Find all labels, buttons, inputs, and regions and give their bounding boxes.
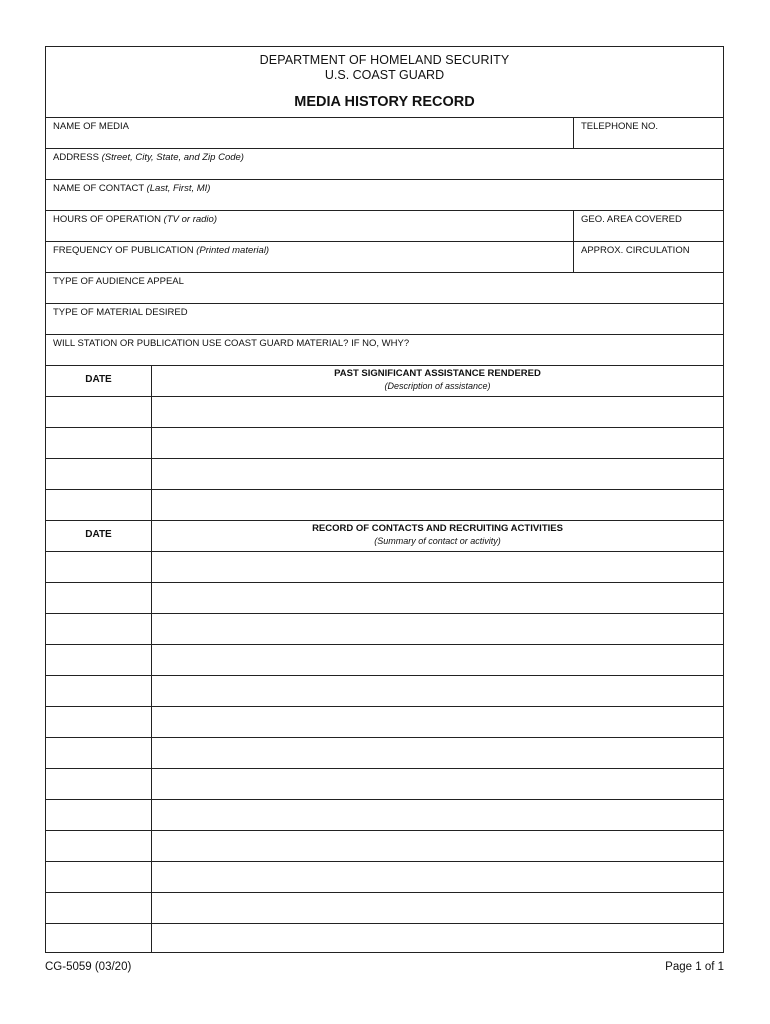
summary-cell[interactable] <box>151 645 723 675</box>
assistance-title-cell <box>151 366 723 396</box>
date-cell[interactable] <box>46 800 151 830</box>
contacts-title-cell <box>151 521 723 551</box>
table-row <box>46 644 723 675</box>
date-cell[interactable] <box>46 893 151 923</box>
row-contact <box>46 179 723 210</box>
description-cell[interactable] <box>151 459 723 489</box>
date-cell[interactable] <box>46 490 151 520</box>
row-frequency <box>46 241 723 272</box>
table-row <box>46 675 723 706</box>
address-field[interactable] <box>46 149 723 179</box>
table-row <box>46 892 723 923</box>
frequency-field[interactable] <box>46 242 573 272</box>
summary-cell[interactable] <box>151 676 723 706</box>
form-number: CG-5059 (03/20) <box>45 961 132 973</box>
date-cell[interactable] <box>46 738 151 768</box>
assistance-title: PAST SIGNIFICANT ASSISTANCE RENDERED <box>334 368 541 379</box>
name-of-media-field[interactable] <box>46 118 573 148</box>
material-field[interactable] <box>46 304 723 334</box>
form-header <box>46 47 723 117</box>
hours-label: HOURS OF OPERATION <box>53 214 162 225</box>
row-will-use <box>46 334 723 365</box>
will-use-field[interactable] <box>46 335 723 365</box>
date-cell[interactable] <box>46 428 151 458</box>
audience-field[interactable] <box>46 273 723 303</box>
geo-area-label: GEO. AREA COVERED <box>581 214 682 225</box>
table-row <box>46 830 723 861</box>
table-row <box>46 613 723 644</box>
summary-cell[interactable] <box>151 707 723 737</box>
summary-cell[interactable] <box>151 552 723 582</box>
summary-cell[interactable] <box>151 738 723 768</box>
form-title: MEDIA HISTORY RECORD <box>294 94 475 110</box>
assistance-table-header <box>46 365 723 396</box>
will-use-label: WILL STATION OR PUBLICATION USE COAST GUARD MATERIAL? IF NO, WHY? <box>53 338 410 349</box>
contact-hint: (Last, First, MI) <box>146 183 211 194</box>
date-cell[interactable] <box>46 552 151 582</box>
summary-cell[interactable] <box>151 583 723 613</box>
media-history-form <box>45 46 724 953</box>
date-cell[interactable] <box>46 645 151 675</box>
material-label: TYPE OF MATERIAL DESIRED <box>53 307 188 318</box>
row-hours <box>46 210 723 241</box>
contacts-title: RECORD OF CONTACTS AND RECRUITING ACTIVITIES <box>312 523 563 534</box>
assistance-date-header: DATE <box>85 374 112 385</box>
table-row <box>46 582 723 613</box>
summary-cell[interactable] <box>151 924 723 953</box>
description-cell[interactable] <box>151 490 723 520</box>
description-cell[interactable] <box>151 397 723 427</box>
circulation-label: APPROX. CIRCULATION <box>581 245 690 256</box>
address-label: ADDRESS <box>53 152 99 163</box>
date-cell[interactable] <box>46 397 151 427</box>
circulation-field[interactable] <box>573 242 723 272</box>
date-cell[interactable] <box>46 707 151 737</box>
hours-field[interactable] <box>46 211 573 241</box>
audience-label: TYPE OF AUDIENCE APPEAL <box>53 276 184 287</box>
summary-cell[interactable] <box>151 769 723 799</box>
date-cell[interactable] <box>46 862 151 892</box>
table-row <box>46 923 723 952</box>
telephone-field[interactable] <box>573 118 723 148</box>
contacts-subtitle: (Summary of contact or activity) <box>374 536 501 546</box>
department-name: DEPARTMENT OF HOMELAND SECURITY <box>259 53 510 67</box>
geo-area-field[interactable] <box>573 211 723 241</box>
table-row <box>46 706 723 737</box>
date-cell[interactable] <box>46 583 151 613</box>
contact-label: NAME OF CONTACT <box>53 183 144 194</box>
frequency-hint: (Printed material) <box>196 245 270 256</box>
table-row <box>46 489 723 520</box>
table-row <box>46 458 723 489</box>
summary-cell[interactable] <box>151 862 723 892</box>
row-audience <box>46 272 723 303</box>
table-row <box>46 768 723 799</box>
date-cell[interactable] <box>46 614 151 644</box>
table-row <box>46 396 723 427</box>
name-of-media-label: NAME OF MEDIA <box>53 121 130 132</box>
description-cell[interactable] <box>151 428 723 458</box>
row-address <box>46 148 723 179</box>
page-number: Page 1 of 1 <box>665 961 724 973</box>
row-name-of-media <box>46 117 723 148</box>
date-cell[interactable] <box>46 459 151 489</box>
date-cell[interactable] <box>46 769 151 799</box>
table-row <box>46 551 723 582</box>
assistance-subtitle: (Description of assistance) <box>384 381 491 391</box>
summary-cell[interactable] <box>151 831 723 861</box>
agency-name: U.S. COAST GUARD <box>324 68 445 82</box>
contacts-table-header <box>46 520 723 551</box>
table-row <box>46 799 723 830</box>
address-hint: (Street, City, State, and Zip Code) <box>101 152 244 163</box>
telephone-label: TELEPHONE NO. <box>581 121 659 132</box>
table-row <box>46 861 723 892</box>
summary-cell[interactable] <box>151 893 723 923</box>
row-material <box>46 303 723 334</box>
table-row <box>46 427 723 458</box>
hours-hint: (TV or radio) <box>163 214 217 225</box>
contact-field[interactable] <box>46 180 723 210</box>
summary-cell[interactable] <box>151 614 723 644</box>
table-row <box>46 737 723 768</box>
frequency-label: FREQUENCY OF PUBLICATION <box>53 245 194 256</box>
date-cell[interactable] <box>46 924 151 953</box>
date-cell[interactable] <box>46 676 151 706</box>
summary-cell[interactable] <box>151 800 723 830</box>
date-cell[interactable] <box>46 831 151 861</box>
contacts-date-header: DATE <box>85 529 112 540</box>
